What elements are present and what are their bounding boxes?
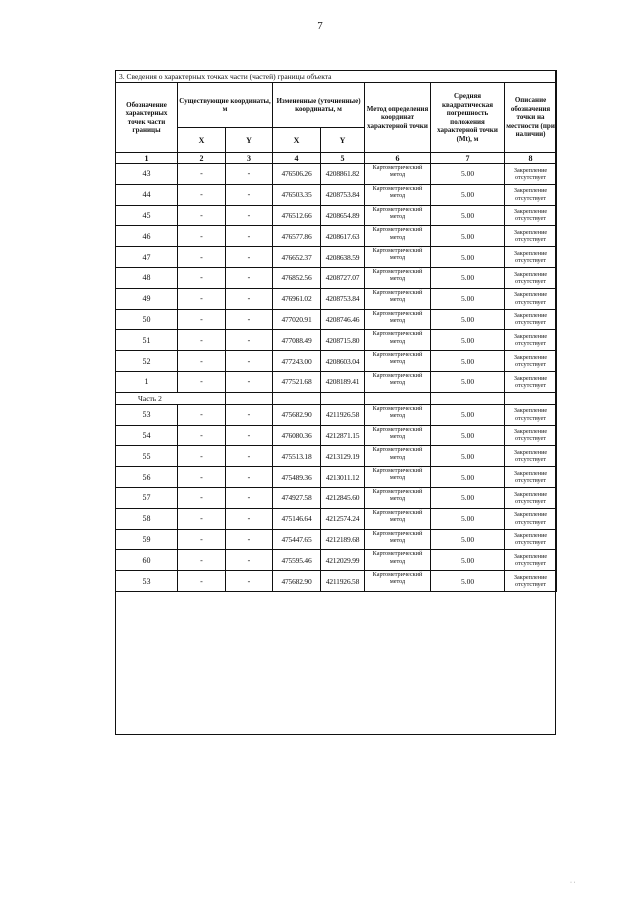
existing-y-cell: - xyxy=(226,571,273,592)
part-label: Часть 2 xyxy=(116,392,226,404)
description-cell: Закрепление отсутствует xyxy=(505,467,557,488)
accuracy-cell: 5.00 xyxy=(431,404,505,425)
table-row xyxy=(116,487,557,508)
point-cell: 53 xyxy=(116,571,178,592)
existing-x-cell: - xyxy=(178,404,226,425)
existing-x-cell: - xyxy=(178,288,226,309)
point-cell: 57 xyxy=(116,487,178,508)
updated-x-cell: 475489.36 xyxy=(273,467,321,488)
table-row xyxy=(116,164,557,185)
existing-y-cell: - xyxy=(226,508,273,529)
existing-x-cell: - xyxy=(178,550,226,571)
header-point: Обозначение характерных точек части границы xyxy=(116,83,178,153)
description-cell: Закрепление отсутствует xyxy=(505,425,557,446)
accuracy-cell: 5.00 xyxy=(431,164,505,185)
table-row xyxy=(116,309,557,330)
column-number: 6 xyxy=(365,153,431,164)
accuracy-cell: 5.00 xyxy=(431,467,505,488)
point-cell: 48 xyxy=(116,267,178,288)
existing-y-cell: - xyxy=(226,330,273,351)
description-cell: Закрепление отсутствует xyxy=(505,164,557,185)
point-cell: 45 xyxy=(116,205,178,226)
column-number: 5 xyxy=(321,153,365,164)
updated-x-cell: 476506.26 xyxy=(273,164,321,185)
accuracy-cell: 5.00 xyxy=(431,529,505,550)
updated-x-cell: 476961.02 xyxy=(273,288,321,309)
method-cell: Картометрический метод xyxy=(365,550,431,571)
existing-x-cell: - xyxy=(178,205,226,226)
accuracy-cell: 5.00 xyxy=(431,226,505,247)
updated-y-cell: 4208753.84 xyxy=(321,184,365,205)
method-cell: Картометрический метод xyxy=(365,371,431,392)
page-number: 7 xyxy=(317,20,323,32)
description-cell: Закрепление отсутствует xyxy=(505,446,557,467)
updated-x-cell: 477243.00 xyxy=(273,351,321,372)
description-cell: Закрепление отсутствует xyxy=(505,330,557,351)
updated-y-cell: 4212845.60 xyxy=(321,487,365,508)
updated-y-cell: 4212189.68 xyxy=(321,529,365,550)
table-row xyxy=(116,184,557,205)
boundary-points-table xyxy=(115,70,557,592)
point-cell: 43 xyxy=(116,164,178,185)
method-cell: Картометрический метод xyxy=(365,508,431,529)
existing-x-cell: - xyxy=(178,446,226,467)
point-cell: 59 xyxy=(116,529,178,550)
method-cell: Картометрический метод xyxy=(365,404,431,425)
method-cell: Картометрический метод xyxy=(365,288,431,309)
existing-y-cell: - xyxy=(226,205,273,226)
table-row xyxy=(116,446,557,467)
header-updated-coordinates: Измененные (уточненные) координаты, м xyxy=(273,83,365,128)
point-cell: 50 xyxy=(116,309,178,330)
updated-y-cell: 4212574.24 xyxy=(321,508,365,529)
part2-rows xyxy=(116,404,557,591)
existing-x-cell: - xyxy=(178,508,226,529)
description-cell: Закрепление отсутствует xyxy=(505,267,557,288)
existing-y-cell: - xyxy=(226,184,273,205)
column-number: 4 xyxy=(273,153,321,164)
updated-y-cell: 4213129.19 xyxy=(321,446,365,467)
existing-y-cell: - xyxy=(226,226,273,247)
updated-y-cell: 4212029.99 xyxy=(321,550,365,571)
method-cell: Картометрический метод xyxy=(365,571,431,592)
point-cell: 58 xyxy=(116,508,178,529)
existing-y-cell: - xyxy=(226,467,273,488)
column-numbers-row xyxy=(116,153,557,164)
table-row xyxy=(116,226,557,247)
updated-x-cell: 475595.46 xyxy=(273,550,321,571)
description-cell: Закрепление отсутствует xyxy=(505,550,557,571)
method-cell: Картометрический метод xyxy=(365,247,431,268)
column-number: 1 xyxy=(116,153,178,164)
existing-x-cell: - xyxy=(178,371,226,392)
updated-y-cell: 4208715.80 xyxy=(321,330,365,351)
description-cell: Закрепление отсутствует xyxy=(505,309,557,330)
description-cell: Закрепление отсутствует xyxy=(505,371,557,392)
accuracy-cell: 5.00 xyxy=(431,309,505,330)
updated-x-cell: 476512.66 xyxy=(273,205,321,226)
point-cell: 56 xyxy=(116,467,178,488)
updated-y-cell: 4211926.58 xyxy=(321,404,365,425)
updated-y-cell: 4208861.82 xyxy=(321,164,365,185)
updated-x-cell: 477020.91 xyxy=(273,309,321,330)
point-cell: 51 xyxy=(116,330,178,351)
method-cell: Картометрический метод xyxy=(365,529,431,550)
existing-y-cell: - xyxy=(226,487,273,508)
point-cell: 44 xyxy=(116,184,178,205)
description-cell: Закрепление отсутствует xyxy=(505,184,557,205)
description-cell: Закрепление отсутствует xyxy=(505,288,557,309)
header-updated-x: X xyxy=(273,128,321,153)
header-description: Описание обозначения точки на местности (при наличии) xyxy=(505,83,557,153)
method-cell: Картометрический метод xyxy=(365,184,431,205)
description-cell: Закрепление отсутствует xyxy=(505,205,557,226)
accuracy-cell: 5.00 xyxy=(431,487,505,508)
point-cell: 47 xyxy=(116,247,178,268)
existing-x-cell: - xyxy=(178,267,226,288)
existing-x-cell: - xyxy=(178,467,226,488)
existing-y-cell: - xyxy=(226,247,273,268)
updated-x-cell: 475682.90 xyxy=(273,404,321,425)
description-cell: Закрепление отсутствует xyxy=(505,487,557,508)
existing-y-cell: - xyxy=(226,425,273,446)
description-cell: Закрепление отсутствует xyxy=(505,508,557,529)
header-method: Метод определения координат характерной точки xyxy=(365,83,431,153)
method-cell: Картометрический метод xyxy=(365,267,431,288)
header-existing-x: X xyxy=(178,128,226,153)
existing-x-cell: - xyxy=(178,226,226,247)
part1-rows xyxy=(116,164,557,393)
method-cell: Картометрический метод xyxy=(365,467,431,488)
existing-x-cell: - xyxy=(178,487,226,508)
updated-y-cell: 4208638.59 xyxy=(321,247,365,268)
existing-y-cell: - xyxy=(226,446,273,467)
accuracy-cell: 5.00 xyxy=(431,351,505,372)
updated-x-cell: 476080.36 xyxy=(273,425,321,446)
method-cell: Картометрический метод xyxy=(365,487,431,508)
accuracy-cell: 5.00 xyxy=(431,205,505,226)
method-cell: Картометрический метод xyxy=(365,309,431,330)
header-updated-y: Y xyxy=(321,128,365,153)
existing-x-cell: - xyxy=(178,184,226,205)
updated-y-cell: 4208654.89 xyxy=(321,205,365,226)
method-cell: Картометрический метод xyxy=(365,164,431,185)
table-row xyxy=(116,529,557,550)
description-cell: Закрепление отсутствует xyxy=(505,247,557,268)
updated-x-cell: 475146.64 xyxy=(273,508,321,529)
accuracy-cell: 5.00 xyxy=(431,425,505,446)
accuracy-cell: 5.00 xyxy=(431,571,505,592)
updated-y-cell: 4211926.58 xyxy=(321,571,365,592)
updated-x-cell: 477088.49 xyxy=(273,330,321,351)
updated-y-cell: 4208753.84 xyxy=(321,288,365,309)
accuracy-cell: 5.00 xyxy=(431,446,505,467)
description-cell: Закрепление отсутствует xyxy=(505,529,557,550)
accuracy-cell: 5.00 xyxy=(431,508,505,529)
column-number: 2 xyxy=(178,153,226,164)
point-cell: 49 xyxy=(116,288,178,309)
part-label-row xyxy=(116,392,557,404)
table-row xyxy=(116,351,557,372)
point-cell: 55 xyxy=(116,446,178,467)
point-cell: 53 xyxy=(116,404,178,425)
method-cell: Картометрический метод xyxy=(365,226,431,247)
existing-x-cell: - xyxy=(178,309,226,330)
point-cell: 1 xyxy=(116,371,178,392)
header-accuracy: Средняя квадратическая погрешность положения характерной точки (Mt), м xyxy=(431,83,505,153)
accuracy-cell: 5.00 xyxy=(431,330,505,351)
method-cell: Картометрический метод xyxy=(365,330,431,351)
existing-y-cell: - xyxy=(226,267,273,288)
updated-y-cell: 4208189.41 xyxy=(321,371,365,392)
table-row xyxy=(116,205,557,226)
header-existing-y: Y xyxy=(226,128,273,153)
updated-x-cell: 474927.58 xyxy=(273,487,321,508)
method-cell: Картометрический метод xyxy=(365,205,431,226)
table-caption: 3. Сведения о характерных точках части (частей) границы объекта xyxy=(116,71,557,83)
updated-x-cell: 475447.65 xyxy=(273,529,321,550)
point-cell: 52 xyxy=(116,351,178,372)
description-cell: Закрепление отсутствует xyxy=(505,226,557,247)
updated-x-cell: 476503.35 xyxy=(273,184,321,205)
table-row xyxy=(116,404,557,425)
table-row xyxy=(116,508,557,529)
table-row xyxy=(116,288,557,309)
existing-x-cell: - xyxy=(178,571,226,592)
accuracy-cell: 5.00 xyxy=(431,184,505,205)
updated-y-cell: 4208746.46 xyxy=(321,309,365,330)
existing-y-cell: - xyxy=(226,529,273,550)
method-cell: Картометрический метод xyxy=(365,425,431,446)
point-cell: 60 xyxy=(116,550,178,571)
updated-x-cell: 476652.37 xyxy=(273,247,321,268)
existing-y-cell: - xyxy=(226,164,273,185)
existing-y-cell: - xyxy=(226,550,273,571)
table-row xyxy=(116,550,557,571)
table-row xyxy=(116,425,557,446)
column-number: 7 xyxy=(431,153,505,164)
updated-y-cell: 4208617.63 xyxy=(321,226,365,247)
table-row xyxy=(116,571,557,592)
table-row xyxy=(116,371,557,392)
updated-y-cell: 4212871.15 xyxy=(321,425,365,446)
header-existing-coordinates: Существующие координаты, м xyxy=(178,83,273,128)
existing-y-cell: - xyxy=(226,371,273,392)
accuracy-cell: 5.00 xyxy=(431,371,505,392)
updated-x-cell: 476577.86 xyxy=(273,226,321,247)
method-cell: Картометрический метод xyxy=(365,351,431,372)
table-row xyxy=(116,467,557,488)
updated-x-cell: 476852.56 xyxy=(273,267,321,288)
updated-y-cell: 4208603.04 xyxy=(321,351,365,372)
column-number: 3 xyxy=(226,153,273,164)
point-cell: 54 xyxy=(116,425,178,446)
existing-y-cell: - xyxy=(226,351,273,372)
existing-x-cell: - xyxy=(178,247,226,268)
updated-x-cell: 475513.18 xyxy=(273,446,321,467)
existing-x-cell: - xyxy=(178,330,226,351)
accuracy-cell: 5.00 xyxy=(431,247,505,268)
column-number: 8 xyxy=(505,153,557,164)
updated-y-cell: 4213011.12 xyxy=(321,467,365,488)
existing-x-cell: - xyxy=(178,164,226,185)
table-row xyxy=(116,267,557,288)
existing-x-cell: - xyxy=(178,351,226,372)
existing-x-cell: - xyxy=(178,425,226,446)
part2-header xyxy=(116,392,557,404)
accuracy-cell: 5.00 xyxy=(431,267,505,288)
existing-y-cell: - xyxy=(226,309,273,330)
method-cell: Картометрический метод xyxy=(365,446,431,467)
existing-y-cell: - xyxy=(226,288,273,309)
updated-x-cell: 477521.68 xyxy=(273,371,321,392)
existing-y-cell: - xyxy=(226,404,273,425)
description-cell: Закрепление отсутствует xyxy=(505,404,557,425)
description-cell: Закрепление отсутствует xyxy=(505,351,557,372)
updated-y-cell: 4208727.07 xyxy=(321,267,365,288)
table-row xyxy=(116,330,557,351)
accuracy-cell: 5.00 xyxy=(431,288,505,309)
existing-x-cell: - xyxy=(178,529,226,550)
scan-mark: · · xyxy=(570,880,576,886)
point-cell: 46 xyxy=(116,226,178,247)
accuracy-cell: 5.00 xyxy=(431,550,505,571)
description-cell: Закрепление отсутствует xyxy=(505,571,557,592)
updated-x-cell: 475682.90 xyxy=(273,571,321,592)
table-row xyxy=(116,247,557,268)
